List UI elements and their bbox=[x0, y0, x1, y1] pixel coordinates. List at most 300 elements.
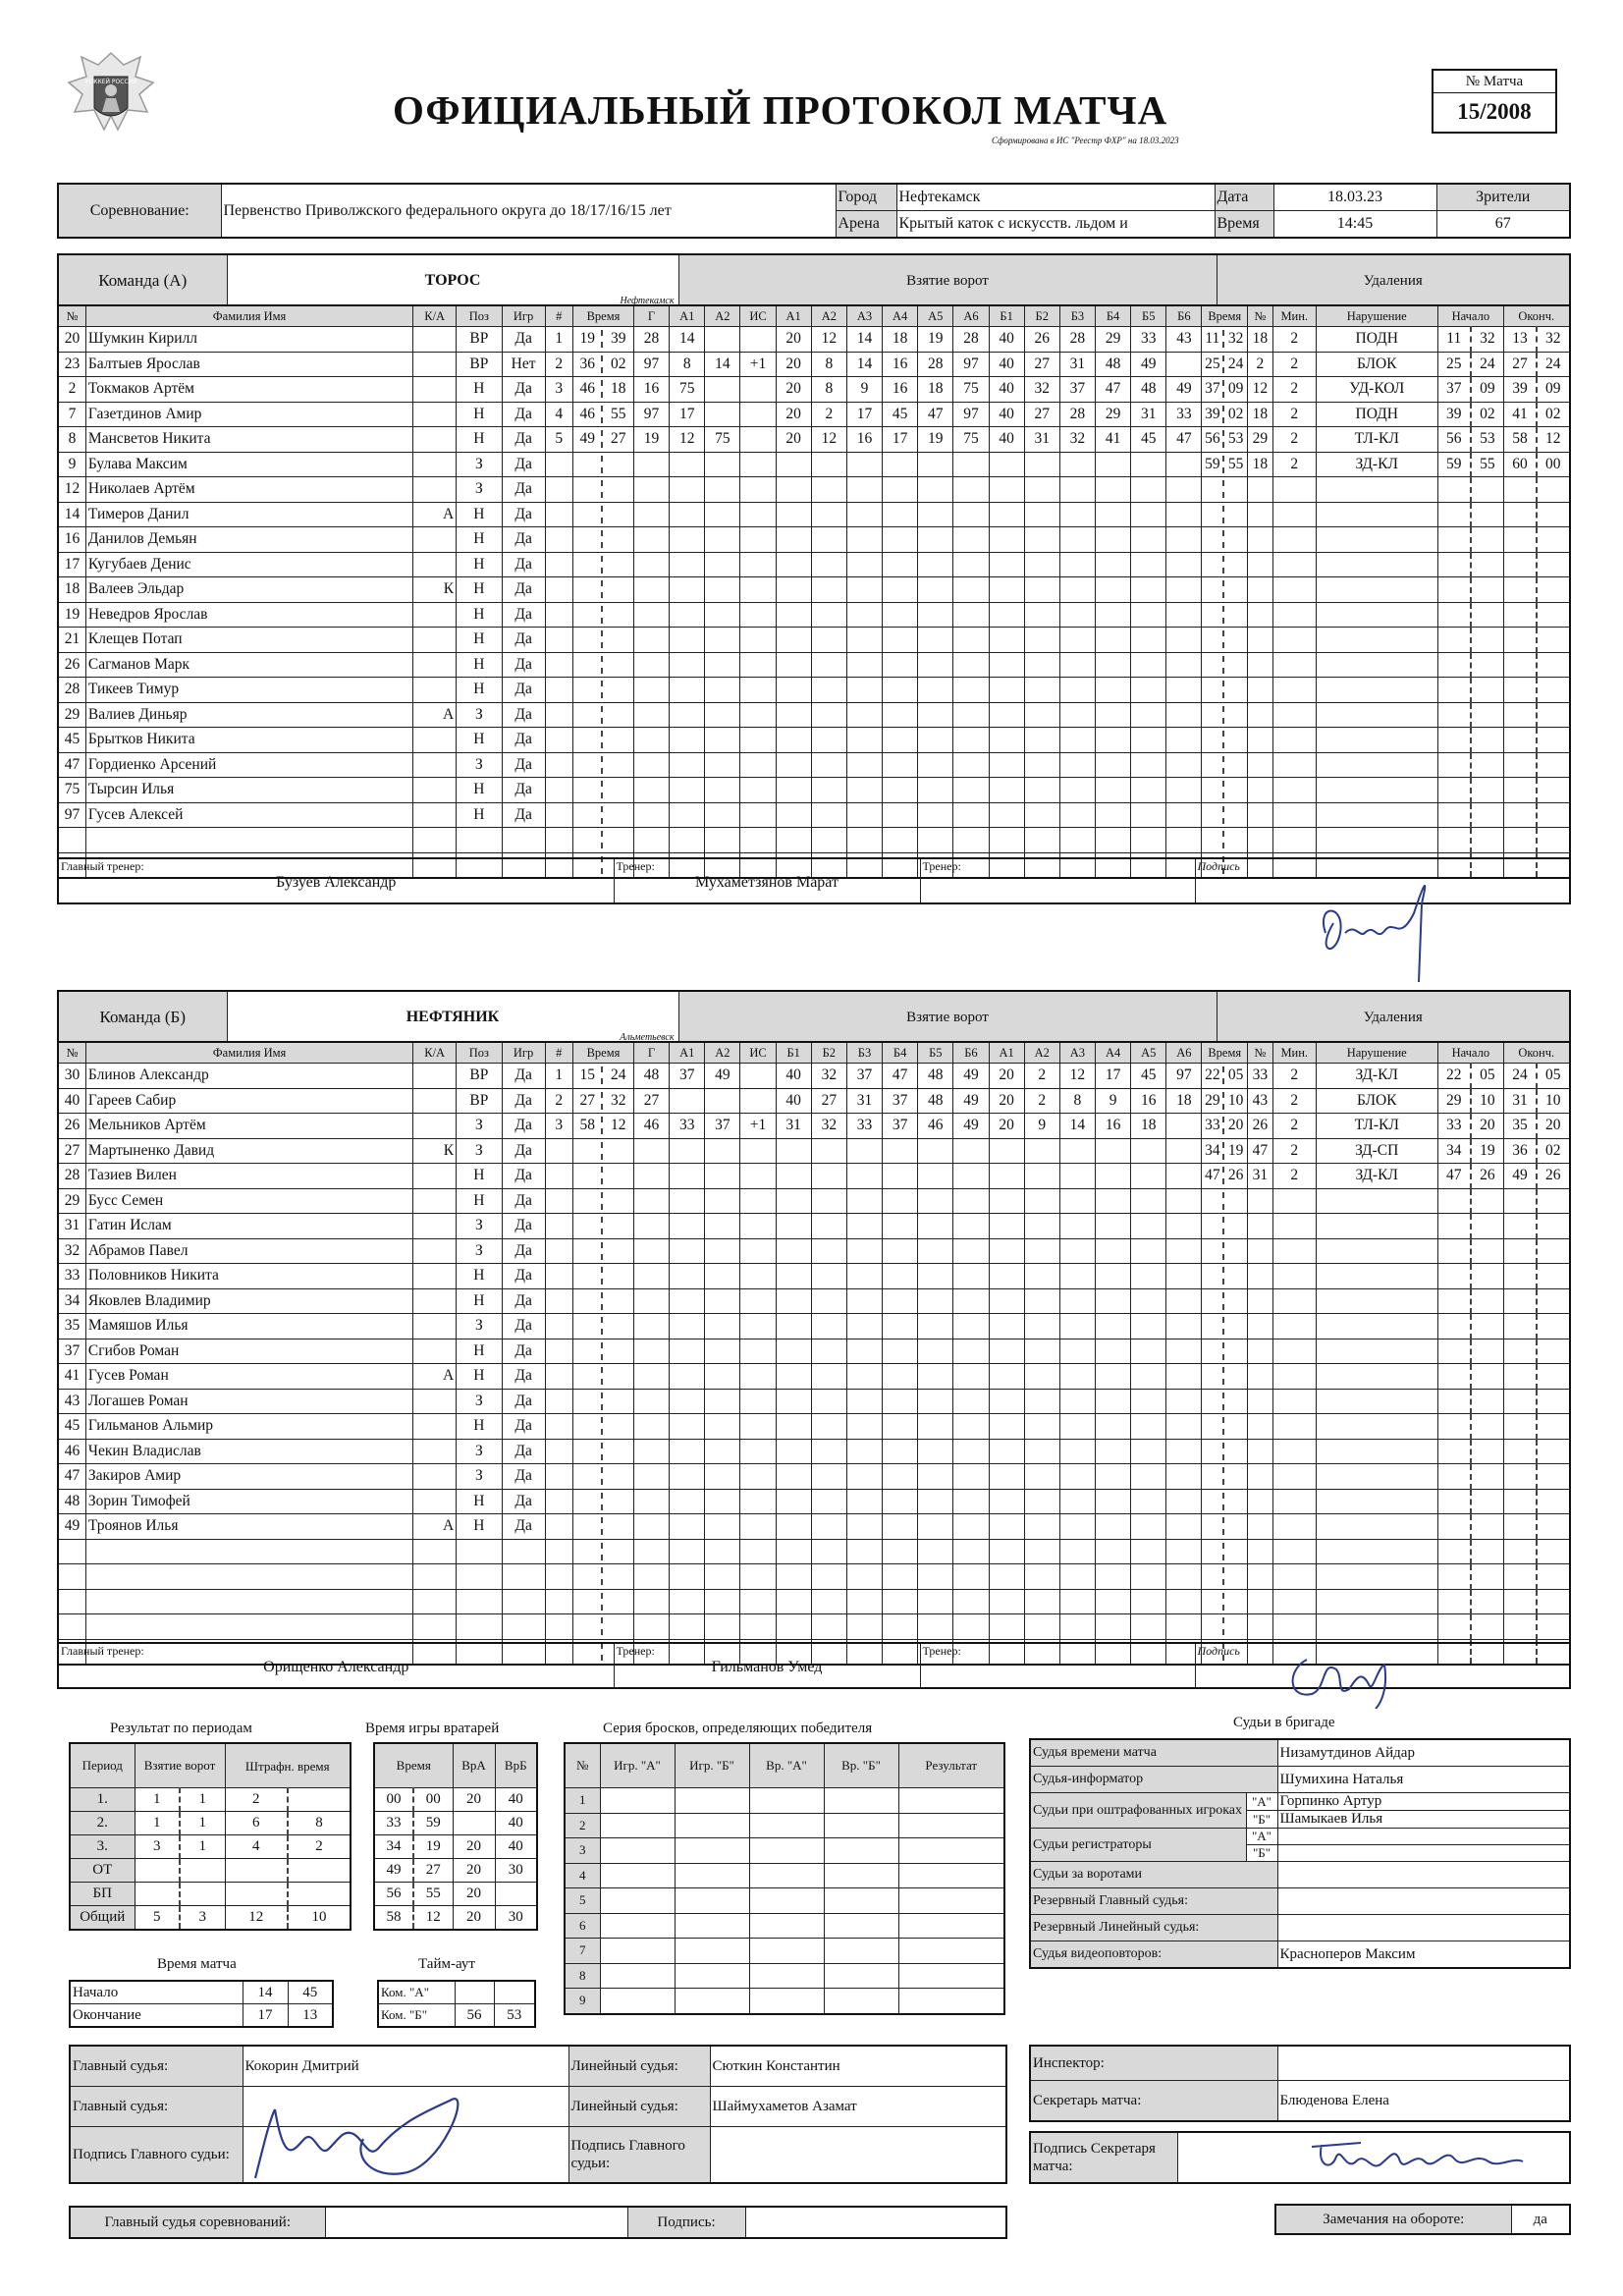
penalty-minutes bbox=[1272, 1464, 1316, 1490]
goal-time bbox=[572, 652, 633, 678]
penalty-end-sec bbox=[1537, 552, 1570, 577]
player-pos: З bbox=[457, 452, 503, 477]
goal-plus-1: 20 bbox=[776, 377, 811, 403]
shootout-cell bbox=[824, 1863, 898, 1888]
team-a-h-plus-1: А1 bbox=[776, 305, 811, 327]
goal-minus-5 bbox=[1131, 1564, 1166, 1590]
penalty-start-sec bbox=[1471, 552, 1504, 577]
penalty-min bbox=[1202, 681, 1224, 698]
penalty-sec: 55 bbox=[1227, 455, 1244, 472]
goal-is bbox=[740, 502, 776, 527]
team-b-h-plus-3: Б3 bbox=[846, 1042, 882, 1064]
goal-time bbox=[572, 1489, 633, 1514]
goal-minus-1: 40 bbox=[989, 427, 1024, 453]
shootout-cell bbox=[898, 1888, 1004, 1914]
penalty-player: 26 bbox=[1247, 1114, 1272, 1139]
penalty-end-min bbox=[1503, 552, 1537, 577]
penalty-violation: ЗД-КЛ bbox=[1316, 452, 1437, 477]
goal-plus-6 bbox=[953, 778, 989, 803]
player-pos: З bbox=[457, 1214, 503, 1239]
goal-minus-6: 97 bbox=[1166, 1064, 1202, 1089]
shootout-cell bbox=[749, 1838, 824, 1864]
player-ka: К bbox=[413, 1138, 457, 1164]
player-number: 32 bbox=[58, 1238, 85, 1264]
goal-assist-2 bbox=[705, 1188, 740, 1214]
timeout-b-min: 56 bbox=[455, 2004, 494, 2028]
penalty-time bbox=[1202, 1064, 1248, 1089]
team-a-row bbox=[58, 352, 1570, 377]
team-a-goals-header: Взятие ворот bbox=[678, 254, 1217, 307]
goal-minus-2 bbox=[1024, 577, 1059, 603]
official-row bbox=[1030, 1739, 1570, 1767]
goal-plus-3 bbox=[846, 1188, 882, 1214]
player-pos: Н bbox=[457, 527, 503, 553]
goal-scorer bbox=[633, 678, 669, 703]
penalty-min bbox=[1202, 1317, 1224, 1335]
player-number: 31 bbox=[58, 1214, 85, 1239]
goal-minus-2: 32 bbox=[1024, 377, 1059, 403]
penalty-end-min bbox=[1503, 652, 1537, 678]
penalty-min: 37 bbox=[1202, 380, 1224, 398]
penalty-time bbox=[1202, 728, 1248, 753]
match-time-title: Время матча bbox=[157, 1956, 237, 1972]
goal-plus-6 bbox=[953, 678, 989, 703]
penalty-minutes: 2 bbox=[1272, 1064, 1316, 1089]
goal-num bbox=[545, 778, 572, 803]
goal-min bbox=[573, 530, 604, 548]
goalie-b: 40 bbox=[495, 1788, 537, 1812]
goal-plus-1: 40 bbox=[776, 1064, 811, 1089]
goal-plus-1: 20 bbox=[776, 352, 811, 377]
goalie-a: 20 bbox=[453, 1835, 495, 1859]
goal-minus-5 bbox=[1131, 1314, 1166, 1339]
goal-min: 19 bbox=[573, 330, 604, 348]
goal-minus-2 bbox=[1024, 1288, 1059, 1314]
period-goals-b: 1 bbox=[180, 1788, 225, 1812]
team-b-h-pen-time: Время bbox=[1202, 1042, 1248, 1064]
goal-minus-6 bbox=[1166, 802, 1202, 828]
goalie-h-a: ВрА bbox=[453, 1743, 495, 1788]
line-referee-label-2: Линейный судья: bbox=[568, 2087, 710, 2127]
penalty-start-sec: 19 bbox=[1471, 1138, 1504, 1164]
shootout-cell bbox=[898, 1788, 1004, 1814]
goal-plus-1 bbox=[776, 477, 811, 503]
penalty-player bbox=[1247, 652, 1272, 678]
goal-minus-2 bbox=[1024, 652, 1059, 678]
goal-time bbox=[572, 427, 633, 453]
player-number: 29 bbox=[58, 1188, 85, 1214]
goal-min bbox=[573, 1242, 604, 1260]
shootout-row bbox=[565, 1788, 1004, 1814]
penalty-violation bbox=[1316, 552, 1437, 577]
penalty-start-min: 11 bbox=[1437, 327, 1471, 353]
goal-sec: 39 bbox=[610, 330, 626, 348]
player-ka bbox=[413, 1088, 457, 1114]
period-row bbox=[70, 1835, 351, 1859]
team-a-row bbox=[58, 828, 1570, 853]
team-b-row bbox=[58, 1314, 1570, 1339]
goal-plus-2: 8 bbox=[811, 352, 846, 377]
goal-plus-6 bbox=[953, 628, 989, 653]
goal-plus-5 bbox=[918, 1238, 953, 1264]
goal-plus-6 bbox=[953, 1188, 989, 1214]
period-label: 1. bbox=[70, 1788, 135, 1812]
penalty-violation: ЗД-КЛ bbox=[1316, 1064, 1437, 1089]
penalty-start-min bbox=[1437, 752, 1471, 778]
city-label: Город bbox=[836, 184, 896, 211]
goal-plus-2: 12 bbox=[811, 327, 846, 353]
penalty-start-sec bbox=[1471, 752, 1504, 778]
sig-main-referee-2 bbox=[710, 2127, 1006, 2184]
goal-minus-1 bbox=[989, 1539, 1024, 1564]
goal-minus-4: 29 bbox=[1096, 327, 1131, 353]
penalty-player bbox=[1247, 1439, 1272, 1464]
penalty-end-sec: 24 bbox=[1537, 352, 1570, 377]
penalty-player bbox=[1247, 752, 1272, 778]
player-number: 7 bbox=[58, 402, 85, 427]
team-b-h-ka: К/А bbox=[413, 1042, 457, 1064]
player-name: Неведров Ярослав bbox=[85, 602, 412, 628]
goal-scorer: 46 bbox=[633, 1114, 669, 1139]
goal-minus-1 bbox=[989, 1264, 1024, 1289]
goal-time bbox=[572, 628, 633, 653]
penalty-time bbox=[1202, 1088, 1248, 1114]
goal-minus-6 bbox=[1166, 1539, 1202, 1564]
goal-minus-6: 47 bbox=[1166, 427, 1202, 453]
team-b-h-time: Время bbox=[572, 1042, 633, 1064]
goal-assist-2 bbox=[705, 778, 740, 803]
goal-is bbox=[740, 1564, 776, 1590]
player-igr: Да bbox=[502, 1339, 545, 1364]
goal-minus-6 bbox=[1166, 752, 1202, 778]
goal-plus-5 bbox=[918, 702, 953, 728]
goal-minus-5 bbox=[1131, 552, 1166, 577]
goal-scorer bbox=[633, 1589, 669, 1614]
period-goals-b: 1 bbox=[180, 1835, 225, 1859]
goal-plus-5 bbox=[918, 752, 953, 778]
goal-minus-4 bbox=[1096, 1214, 1131, 1239]
team-b-h-pen-num: № bbox=[1247, 1042, 1272, 1064]
goal-minus-2: 2 bbox=[1024, 1088, 1059, 1114]
goal-plus-1 bbox=[776, 828, 811, 853]
penalty-minutes bbox=[1272, 1214, 1316, 1239]
penalty-end-sec bbox=[1537, 728, 1570, 753]
goal-scorer bbox=[633, 1188, 669, 1214]
goal-min bbox=[573, 556, 604, 574]
penalty-time bbox=[1202, 1589, 1248, 1614]
player-number: 37 bbox=[58, 1339, 85, 1364]
penalty-min: 47 bbox=[1202, 1167, 1224, 1184]
shootout-num: 4 bbox=[565, 1863, 600, 1888]
goal-plus-3: 14 bbox=[846, 327, 882, 353]
penalty-end-min bbox=[1503, 778, 1537, 803]
goal-plus-4 bbox=[883, 477, 918, 503]
goal-minus-6 bbox=[1166, 502, 1202, 527]
goal-plus-1 bbox=[776, 1288, 811, 1314]
goal-plus-2 bbox=[811, 502, 846, 527]
player-name: Газетдинов Амир bbox=[85, 402, 412, 427]
goal-assist-1 bbox=[670, 552, 705, 577]
goal-assist-2 bbox=[705, 702, 740, 728]
goal-assist-1 bbox=[670, 1439, 705, 1464]
player-pos: ВР bbox=[457, 1088, 503, 1114]
goal-plus-2 bbox=[811, 1339, 846, 1364]
goal-plus-6 bbox=[953, 1464, 989, 1490]
goal-plus-6 bbox=[953, 728, 989, 753]
penalty-violation bbox=[1316, 1339, 1437, 1364]
penalty-time bbox=[1202, 1564, 1248, 1590]
player-number: 45 bbox=[58, 728, 85, 753]
penalty-start-min bbox=[1437, 702, 1471, 728]
goal-plus-3 bbox=[846, 1589, 882, 1614]
penalty-time bbox=[1202, 327, 1248, 353]
goal-scorer bbox=[633, 802, 669, 828]
penalty-start-sec: 09 bbox=[1471, 377, 1504, 403]
official-label: Судьи регистраторы bbox=[1030, 1829, 1246, 1862]
period-pen-b bbox=[288, 1788, 351, 1812]
goalie-sec: 19 bbox=[413, 1835, 453, 1859]
penalty-violation: ЗД-КЛ bbox=[1316, 1164, 1437, 1189]
penalty-start-sec: 32 bbox=[1471, 327, 1504, 353]
goal-plus-5 bbox=[918, 1589, 953, 1614]
penalty-player bbox=[1247, 628, 1272, 653]
penalty-minutes bbox=[1272, 752, 1316, 778]
player-number: 23 bbox=[58, 352, 85, 377]
goalie-a bbox=[453, 1812, 495, 1835]
player-number bbox=[58, 1614, 85, 1640]
goal-plus-4 bbox=[883, 778, 918, 803]
goal-plus-3 bbox=[846, 1164, 882, 1189]
goal-plus-4: 18 bbox=[883, 327, 918, 353]
goal-minus-3 bbox=[1059, 1238, 1095, 1264]
goal-plus-6: 97 bbox=[953, 352, 989, 377]
player-name: Половников Никита bbox=[85, 1264, 412, 1289]
penalty-end-sec bbox=[1537, 1439, 1570, 1464]
team-a-signature-label: Подпись bbox=[1197, 859, 1240, 873]
goal-minus-3 bbox=[1059, 1539, 1095, 1564]
goal-is bbox=[740, 1164, 776, 1189]
goal-assist-1: 12 bbox=[670, 427, 705, 453]
penalty-minutes bbox=[1272, 1414, 1316, 1440]
player-pos: Н bbox=[457, 427, 503, 453]
player-igr: Да bbox=[502, 477, 545, 503]
goal-is bbox=[740, 377, 776, 403]
goal-assist-1 bbox=[670, 1364, 705, 1390]
goalie-b: 40 bbox=[495, 1835, 537, 1859]
goal-time bbox=[572, 1414, 633, 1440]
penalty-start-min bbox=[1437, 1414, 1471, 1440]
goal-plus-4 bbox=[883, 628, 918, 653]
goal-min bbox=[573, 1467, 604, 1485]
shootout-cell bbox=[824, 1913, 898, 1939]
player-pos: Н bbox=[457, 652, 503, 678]
goal-plus-4 bbox=[883, 1188, 918, 1214]
penalty-min: 22 bbox=[1202, 1066, 1224, 1084]
goal-plus-3: 17 bbox=[846, 402, 882, 427]
penalty-sec: 09 bbox=[1227, 380, 1244, 398]
team-a-h-g: Г bbox=[633, 305, 669, 327]
player-number: 46 bbox=[58, 1439, 85, 1464]
goal-is bbox=[740, 1389, 776, 1414]
penalty-start-sec: 05 bbox=[1471, 1064, 1504, 1089]
team-b-row bbox=[58, 1214, 1570, 1239]
goal-minus-1 bbox=[989, 577, 1024, 603]
goal-minus-5 bbox=[1131, 652, 1166, 678]
penalty-start-sec bbox=[1471, 502, 1504, 527]
goal-minus-6 bbox=[1166, 1314, 1202, 1339]
goal-min bbox=[573, 656, 604, 674]
goalie-sec: 59 bbox=[413, 1812, 453, 1835]
goal-minus-5 bbox=[1131, 1464, 1166, 1490]
player-ka bbox=[413, 1064, 457, 1089]
penalty-min bbox=[1202, 1493, 1224, 1510]
penalty-end-sec bbox=[1537, 678, 1570, 703]
goal-plus-6 bbox=[953, 1288, 989, 1314]
shootout-cell bbox=[749, 1913, 824, 1939]
penalty-start-sec bbox=[1471, 602, 1504, 628]
goal-num bbox=[545, 1264, 572, 1289]
shootout-num: 3 bbox=[565, 1838, 600, 1864]
goal-minus-5 bbox=[1131, 1238, 1166, 1264]
player-igr: Да bbox=[502, 577, 545, 603]
periods-title: Результат по периодам bbox=[110, 1721, 252, 1736]
player-igr: Да bbox=[502, 1138, 545, 1164]
penalty-player: 29 bbox=[1247, 427, 1272, 453]
penalty-start-min bbox=[1437, 678, 1471, 703]
goal-scorer bbox=[633, 1414, 669, 1440]
penalty-time bbox=[1202, 402, 1248, 427]
goal-minus-5 bbox=[1131, 1514, 1166, 1540]
goal-scorer bbox=[633, 702, 669, 728]
goal-plus-2 bbox=[811, 1288, 846, 1314]
goal-num bbox=[545, 477, 572, 503]
goal-assist-2 bbox=[705, 477, 740, 503]
svg-text:ХОККЕЙ РОССИИ: ХОККЕЙ РОССИИ bbox=[84, 79, 137, 85]
penalty-end-sec bbox=[1537, 1188, 1570, 1214]
goalie-sec: 55 bbox=[413, 1883, 453, 1906]
goal-assist-1 bbox=[670, 1164, 705, 1189]
shootout-row bbox=[565, 1939, 1004, 1964]
penalty-start-sec bbox=[1471, 802, 1504, 828]
penalty-time bbox=[1202, 702, 1248, 728]
player-ka bbox=[413, 828, 457, 853]
goal-is bbox=[740, 1589, 776, 1614]
goal-plus-3 bbox=[846, 577, 882, 603]
penalty-min bbox=[1202, 1443, 1224, 1460]
player-ka bbox=[413, 377, 457, 403]
goal-minus-5 bbox=[1131, 1339, 1166, 1364]
goal-minus-3 bbox=[1059, 1614, 1095, 1640]
goal-plus-4 bbox=[883, 1288, 918, 1314]
player-igr: Да bbox=[502, 527, 545, 553]
player-number: 35 bbox=[58, 1314, 85, 1339]
goal-minus-5 bbox=[1131, 628, 1166, 653]
player-pos: З bbox=[457, 1114, 503, 1139]
goal-plus-3 bbox=[846, 1439, 882, 1464]
penalty-start-sec bbox=[1471, 628, 1504, 653]
goal-minus-5 bbox=[1131, 802, 1166, 828]
team-a-row bbox=[58, 652, 1570, 678]
match-end-minute: 13 bbox=[288, 2004, 333, 2028]
goal-plus-5: 48 bbox=[918, 1064, 953, 1089]
goal-minus-2 bbox=[1024, 552, 1059, 577]
penalty-violation bbox=[1316, 778, 1437, 803]
goal-min bbox=[573, 1443, 604, 1460]
goal-assist-2 bbox=[705, 1414, 740, 1440]
penalty-start-min bbox=[1437, 1614, 1471, 1640]
player-number: 75 bbox=[58, 778, 85, 803]
competition-value: Первенство Приволжского федерального округа до 18/17/16/15 лет bbox=[221, 184, 836, 238]
player-ka: А bbox=[413, 502, 457, 527]
goal-plus-3 bbox=[846, 1389, 882, 1414]
team-a-coach2-label: Тренер: bbox=[922, 859, 961, 873]
penalty-minutes bbox=[1272, 577, 1316, 603]
goal-minus-1: 20 bbox=[989, 1088, 1024, 1114]
goal-assist-2 bbox=[705, 652, 740, 678]
penalty-violation bbox=[1316, 802, 1437, 828]
team-b-penalties-header: Удаления bbox=[1217, 991, 1570, 1044]
goal-plus-3 bbox=[846, 527, 882, 553]
penalty-min: 34 bbox=[1202, 1142, 1224, 1160]
team-b-h-minus-4: А4 bbox=[1096, 1042, 1131, 1064]
team-b-city: Альметьевск bbox=[620, 1032, 675, 1043]
penalty-time bbox=[1202, 452, 1248, 477]
referees-table bbox=[69, 2045, 1007, 2184]
hockey-russia-logo-icon bbox=[57, 47, 165, 155]
penalty-min bbox=[1202, 1242, 1224, 1260]
penalty-player bbox=[1247, 1389, 1272, 1414]
goal-min bbox=[573, 1567, 604, 1585]
penalty-start-sec: 20 bbox=[1471, 1114, 1504, 1139]
goal-minus-3 bbox=[1059, 1314, 1095, 1339]
goal-plus-4 bbox=[883, 602, 918, 628]
official-row bbox=[1030, 1829, 1570, 1845]
penalty-end-min bbox=[1503, 502, 1537, 527]
player-name: Гусев Роман bbox=[85, 1364, 412, 1390]
goal-minus-1 bbox=[989, 452, 1024, 477]
penalty-player bbox=[1247, 728, 1272, 753]
goal-plus-1 bbox=[776, 1439, 811, 1464]
goal-plus-5: 48 bbox=[918, 1088, 953, 1114]
goal-plus-3 bbox=[846, 1614, 882, 1640]
penalty-minutes bbox=[1272, 477, 1316, 503]
penalty-start-sec bbox=[1471, 577, 1504, 603]
penalty-minutes bbox=[1272, 1589, 1316, 1614]
penalty-sec: 02 bbox=[1227, 405, 1244, 422]
penalty-minutes bbox=[1272, 1514, 1316, 1540]
penalty-violation bbox=[1316, 1414, 1437, 1440]
player-igr: Да bbox=[502, 1439, 545, 1464]
goal-minus-6 bbox=[1166, 1339, 1202, 1364]
penalty-violation bbox=[1316, 1238, 1437, 1264]
team-a-h-minus-2: Б2 bbox=[1024, 305, 1059, 327]
goal-num: 2 bbox=[545, 352, 572, 377]
goal-plus-6: 97 bbox=[953, 402, 989, 427]
player-number: 19 bbox=[58, 602, 85, 628]
player-igr: Да bbox=[502, 377, 545, 403]
player-igr: Да bbox=[502, 1288, 545, 1314]
official-name: Горпинко Артур bbox=[1277, 1793, 1570, 1811]
official-row bbox=[1030, 1793, 1570, 1811]
penalty-end-min bbox=[1503, 752, 1537, 778]
time-label: Время bbox=[1215, 211, 1273, 239]
goal-minus-1 bbox=[989, 802, 1024, 828]
goal-scorer bbox=[633, 1138, 669, 1164]
player-number: 29 bbox=[58, 702, 85, 728]
goal-min bbox=[573, 781, 604, 798]
period-pen-b bbox=[288, 1883, 351, 1906]
penalty-start-min bbox=[1437, 1389, 1471, 1414]
